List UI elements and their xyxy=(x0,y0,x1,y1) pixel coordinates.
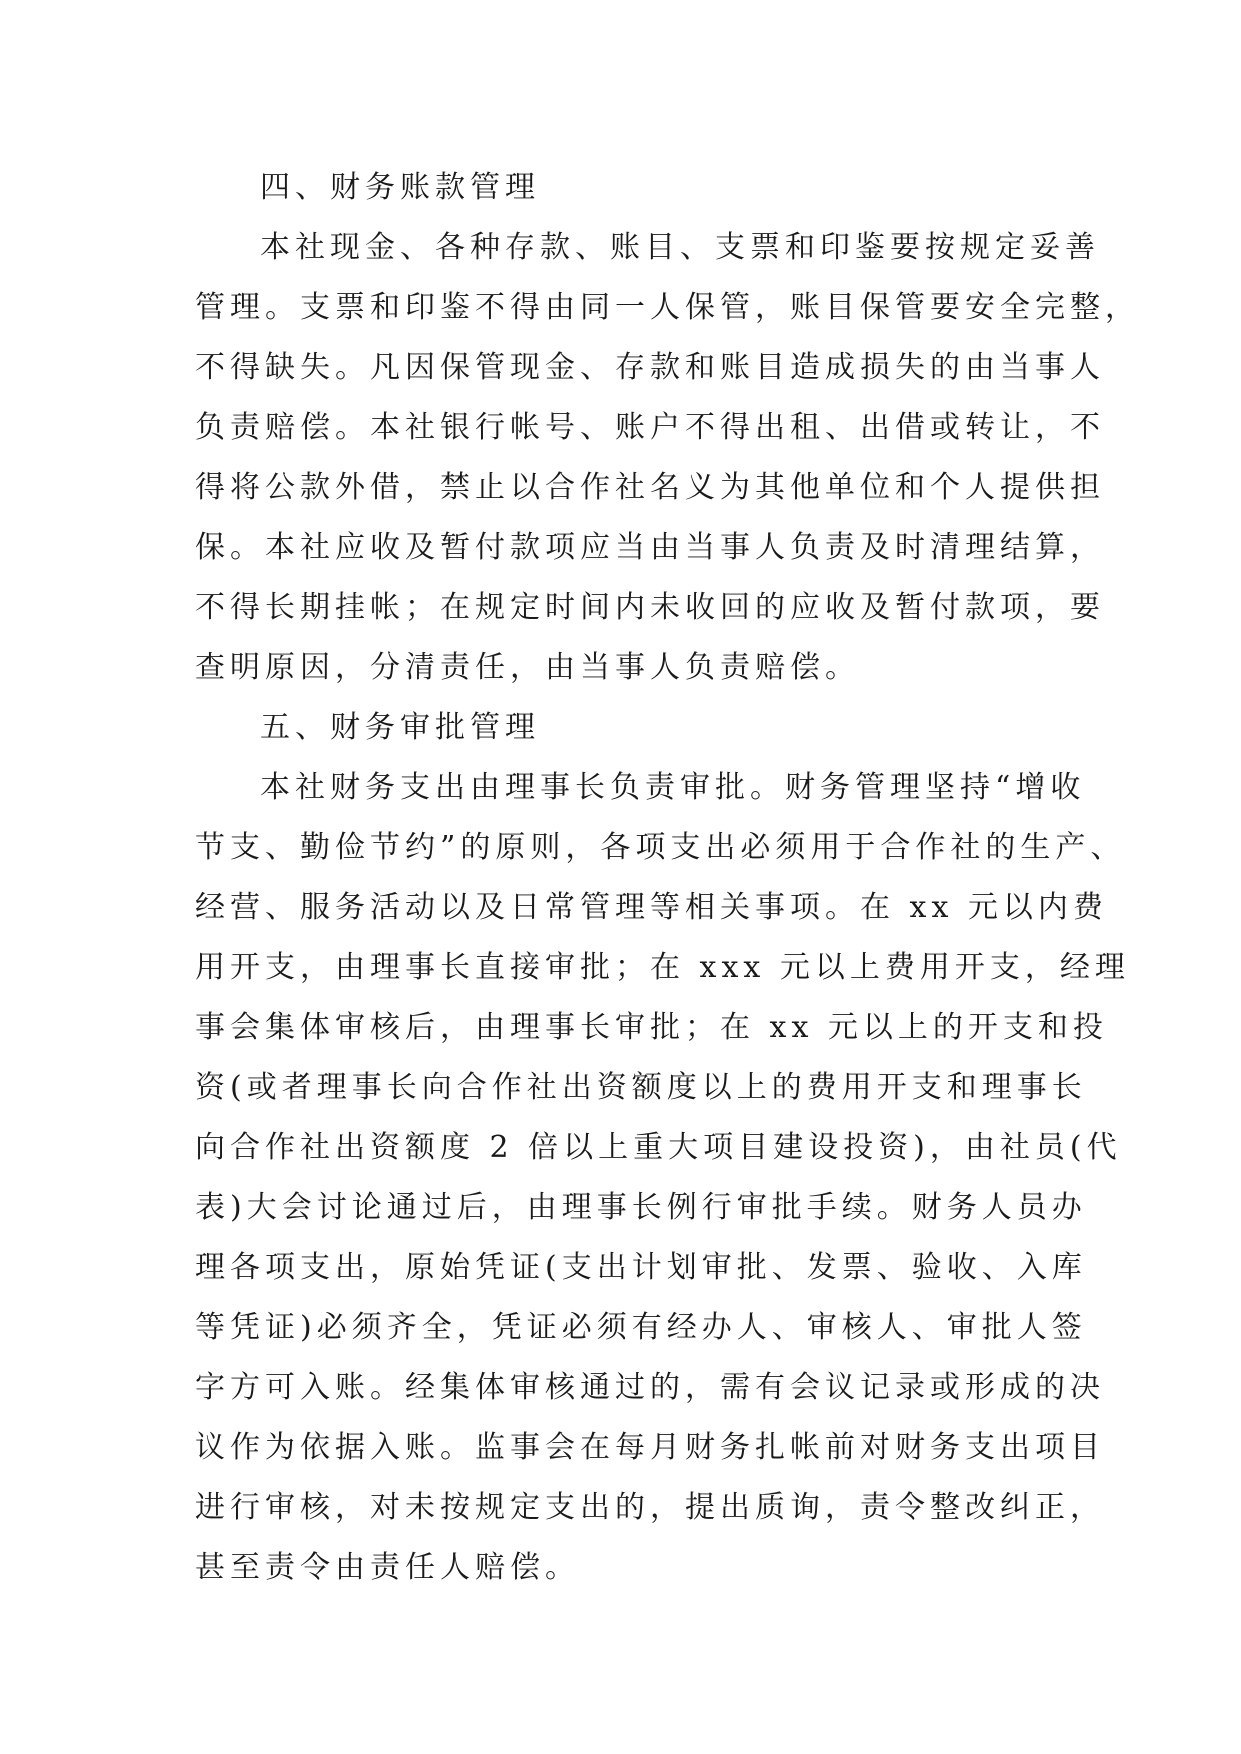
section-heading-financial-accounts: 四、财务账款管理 xyxy=(260,170,540,205)
paragraph-line: 保。本社应收及暂付款项应当由当事人负责及时清理结算， xyxy=(195,530,1105,565)
paragraph-line: 字方可入账。经集体审核通过的，需有会议记录或形成的决 xyxy=(195,1370,1105,1405)
paragraph-line: 管理。支票和印鉴不得由同一人保管，账目保管要安全完整， xyxy=(195,290,1140,325)
paragraph-line: 经营、服务活动以及日常管理等相关事项。在 xx 元以内费 xyxy=(195,890,1108,925)
paragraph-line: 用开支，由理事长直接审批；在 xxx 元以上费用开支，经理 xyxy=(195,950,1130,985)
paragraph-line: 理各项支出，原始凭证(支出计划审批、发票、验收、入库 xyxy=(195,1250,1087,1285)
paragraph-line: 节支、勤俭节约”的原则，各项支出必须用于合作社的生产、 xyxy=(195,830,1126,865)
paragraph-line: 事会集体审核后，由理事长审批；在 xx 元以上的开支和投 xyxy=(195,1010,1108,1045)
paragraph-line: 本社现金、各种存款、账目、支票和印鉴要按规定妥善 xyxy=(260,230,1100,265)
paragraph-line: 不得缺失。凡因保管现金、存款和账目造成损失的由当事人 xyxy=(195,350,1105,385)
paragraph-line: 资(或者理事长向合作社出资额度以上的费用开支和理事长 xyxy=(195,1070,1087,1105)
paragraph-line: 负责赔偿。本社银行帐号、账户不得出租、出借或转让，不 xyxy=(195,410,1105,445)
paragraph-line: 甚至责令由责任人赔偿。 xyxy=(195,1550,580,1585)
paragraph-line: 等凭证)必须齐全，凭证必须有经办人、审核人、审批人签 xyxy=(195,1310,1087,1345)
paragraph-line: 得将公款外借，禁止以合作社名义为其他单位和个人提供担 xyxy=(195,470,1105,505)
paragraph-line: 本社财务支出由理事长负责审批。财务管理坚持“增收 xyxy=(260,770,1086,805)
paragraph-line: 进行审核，对未按规定支出的，提出质询，责令整改纠正， xyxy=(195,1490,1105,1525)
paragraph-line: 表)大会讨论通过后，由理事长例行审批手续。财务人员办 xyxy=(195,1190,1087,1225)
paragraph-line: 不得长期挂帐；在规定时间内未收回的应收及暂付款项，要 xyxy=(195,590,1105,625)
document-body xyxy=(195,158,1140,1598)
paragraph-line: 向合作社出资额度 2 倍以上重大项目建设投资)，由社员(代 xyxy=(195,1130,1122,1165)
paragraph-line: 议作为依据入账。监事会在每月财务扎帐前对财务支出项目 xyxy=(195,1430,1105,1465)
paragraph-line: 查明原因，分清责任，由当事人负责赔偿。 xyxy=(195,650,860,685)
section-heading-financial-approval: 五、财务审批管理 xyxy=(260,710,540,745)
